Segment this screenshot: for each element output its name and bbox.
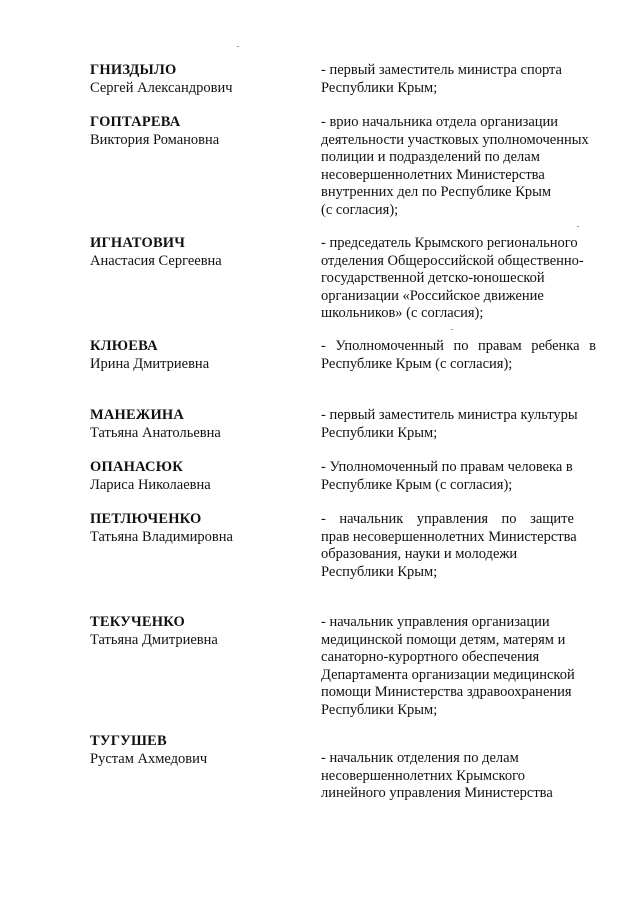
- member-given-name: Татьяна Владимировна: [90, 528, 233, 545]
- member-surname: ОПАНАСЮК: [90, 459, 183, 475]
- member-surname: КЛЮЕВА: [90, 338, 158, 354]
- member-name: [90, 614, 305, 649]
- member-role: [321, 511, 577, 581]
- member-given-name: Рустам Ахмедович: [90, 750, 208, 767]
- member-surname: ПЕТЛЮЧЕНКО: [90, 511, 202, 527]
- member-surname: ИГНАТОВИЧ: [90, 235, 186, 251]
- role-line: - первый заместитель министра культуры: [321, 407, 578, 423]
- scan-speck: [577, 226, 579, 227]
- member-role: [321, 114, 596, 219]
- member-role: [321, 338, 596, 373]
- role-line: несовершеннолетних Министерства: [321, 166, 545, 183]
- role-line: линейного управления Министерства: [321, 785, 553, 801]
- member-given-name: Татьяна Дмитриевна: [90, 631, 218, 648]
- role-line: Республики Крым;: [321, 701, 438, 718]
- member-name: [90, 338, 305, 373]
- member-given-name: Сергей Александрович: [90, 79, 233, 96]
- role-line: внутренних дел по Республике Крым: [321, 184, 552, 200]
- member-given-name: Ирина Дмитриевна: [90, 355, 210, 372]
- role-line: школьников» (с согласия);: [321, 305, 484, 321]
- member-role: [321, 235, 596, 323]
- role-line: - первый заместитель министра спорта: [321, 62, 562, 78]
- member-surname: ГНИЗДЫЛО: [90, 62, 177, 78]
- role-line: полиции и подразделений по делам: [321, 149, 540, 165]
- role-line: Департамента организации медицинской: [321, 666, 575, 683]
- role-line: Республики Крым;: [321, 424, 438, 441]
- role-line: - начальник управления организации: [321, 614, 550, 630]
- member-given-name: Анастасия Сергеевна: [90, 252, 222, 269]
- role-line: Республике Крым (с согласия);: [321, 355, 513, 372]
- role-line: - начальник управления по защите: [321, 511, 574, 527]
- member-name: [90, 114, 305, 149]
- role-line: - Уполномоченный по правам человека в: [321, 459, 573, 475]
- role-line: помощи Министерства здравоохранения: [321, 684, 572, 700]
- role-line: образования, науки и молодежи: [321, 546, 518, 562]
- role-line: прав несовершеннолетних Министерства: [321, 528, 577, 545]
- member-name: [90, 511, 305, 546]
- member-role: [321, 750, 596, 803]
- role-line: Республики Крым;: [321, 563, 438, 580]
- member-given-name: Виктория Романовна: [90, 131, 220, 148]
- member-name: [90, 733, 305, 768]
- role-line: - председатель Крымского регионального: [321, 235, 578, 251]
- role-line: деятельности участковых уполномоченных: [321, 131, 589, 148]
- member-role: [321, 459, 596, 494]
- member-name: [90, 459, 305, 494]
- member-surname: ТУГУШЕВ: [90, 733, 167, 749]
- member-given-name: Татьяна Анатольевна: [90, 424, 221, 441]
- role-line: - начальник отделения по делам: [321, 750, 519, 766]
- scan-speck: [237, 46, 239, 47]
- member-role: [321, 614, 596, 719]
- role-line: - врио начальника отдела организации: [321, 114, 559, 130]
- member-name: [90, 235, 305, 270]
- role-line: государственной детско-юношеской: [321, 270, 545, 286]
- role-line: Республике Крым (с согласия);: [321, 476, 513, 493]
- scan-speck: [451, 329, 453, 330]
- member-name: [90, 62, 305, 97]
- role-line: - Уполномоченный по правам ребенка в: [321, 338, 596, 354]
- role-line: несовершеннолетних Крымского: [321, 767, 525, 784]
- role-line: (с согласия);: [321, 201, 399, 218]
- member-role: [321, 407, 596, 442]
- role-line: Республики Крым;: [321, 79, 438, 96]
- role-line: медицинской помощи детям, матерям и: [321, 631, 566, 648]
- member-given-name: Лариса Николаевна: [90, 476, 211, 493]
- member-name: [90, 407, 305, 442]
- member-surname: ГОПТАРЕВА: [90, 114, 181, 130]
- role-line: санаторно-курортного обеспечения: [321, 649, 540, 665]
- role-line: организации «Российское движение: [321, 287, 544, 304]
- role-line: отделения Общероссийской общественно-: [321, 252, 584, 269]
- member-surname: ТЕКУЧЕНКО: [90, 614, 186, 630]
- member-surname: МАНЕЖИНА: [90, 407, 185, 423]
- member-role: [321, 62, 596, 97]
